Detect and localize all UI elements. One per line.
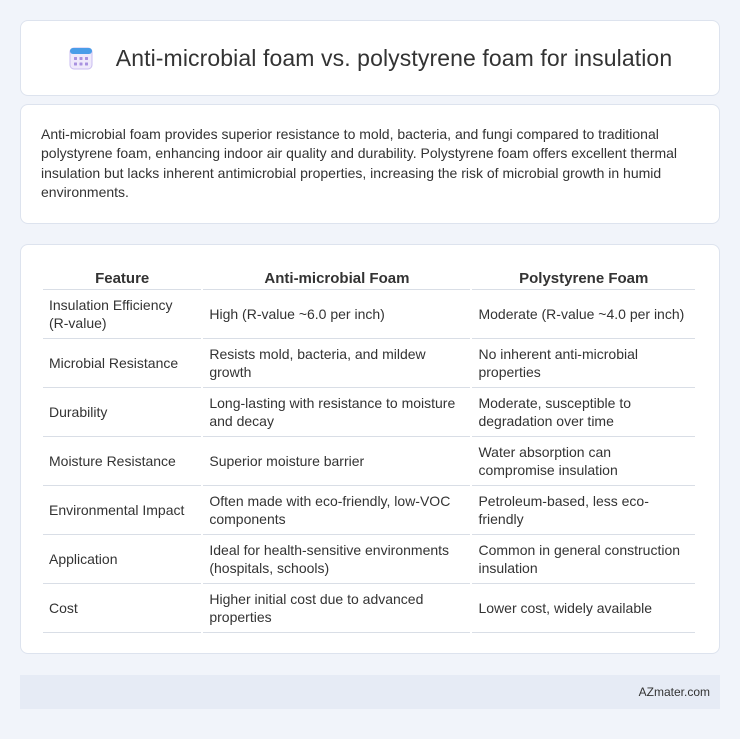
table-row	[43, 339, 695, 388]
feature-cell: Application	[43, 535, 201, 584]
page-title: Anti-microbial foam vs. polystyrene foam for insulation	[115, 44, 673, 71]
feature-cell: Moisture Resistance	[43, 437, 201, 486]
polystyrene-cell: Moderate (R-value ~4.0 per inch)	[472, 290, 695, 339]
header-polystyrene-foam: Polystyrene Foam	[472, 267, 695, 290]
calendar-icon	[68, 45, 94, 71]
anti-microbial-cell: Resists mold, bacteria, and mildew growth	[203, 339, 470, 388]
table-row	[43, 290, 695, 339]
table-row	[43, 486, 695, 535]
table-row	[43, 535, 695, 584]
footer	[20, 675, 720, 709]
comparison-table-card	[20, 244, 720, 654]
table-header-row	[43, 267, 695, 290]
footer-brand: AZmater.com	[638, 685, 710, 699]
polystyrene-cell: Water absorption can compromise insulation	[472, 437, 695, 486]
feature-cell: Cost	[43, 584, 201, 633]
polystyrene-cell: Moderate, susceptible to degradation over time	[472, 388, 695, 437]
polystyrene-cell: No inherent anti-microbial properties	[472, 339, 695, 388]
table-row	[43, 584, 695, 633]
anti-microbial-cell: High (R-value ~6.0 per inch)	[203, 290, 470, 339]
anti-microbial-cell: Often made with eco-friendly, low-VOC components	[203, 486, 470, 535]
table-row	[43, 388, 695, 437]
anti-microbial-cell: Superior moisture barrier	[203, 437, 470, 486]
polystyrene-cell: Common in general construction insulation	[472, 535, 695, 584]
polystyrene-cell: Lower cost, widely available	[472, 584, 695, 633]
table-row	[43, 437, 695, 486]
summary-card	[20, 104, 720, 224]
feature-cell: Microbial Resistance	[43, 339, 201, 388]
header-feature: Feature	[43, 267, 201, 290]
anti-microbial-cell: Higher initial cost due to advanced properties	[203, 584, 470, 633]
polystyrene-cell: Petroleum-based, less eco-friendly	[472, 486, 695, 535]
anti-microbial-cell: Ideal for health-sensitive environments (hospitals, schools)	[203, 535, 470, 584]
title-card	[20, 20, 720, 96]
anti-microbial-cell: Long-lasting with resistance to moisture and decay	[203, 388, 470, 437]
comparison-table	[41, 267, 697, 633]
feature-cell: Durability	[43, 388, 201, 437]
feature-cell: Insulation Efficiency (R-value)	[43, 290, 201, 339]
summary-text: Anti-microbial foam provides superior resistance to mold, bacteria, and fungi compared to traditional polystyrene foam, enhancing indoor air quality and durability. Polystyrene foam offers excellent thermal insulation but lacks inherent antimicrobial properties, increasing the risk of microbial growth in humid environments.	[41, 126, 678, 200]
feature-cell: Environmental Impact	[43, 486, 201, 535]
header-anti-microbial-foam: Anti-microbial Foam	[203, 267, 470, 290]
